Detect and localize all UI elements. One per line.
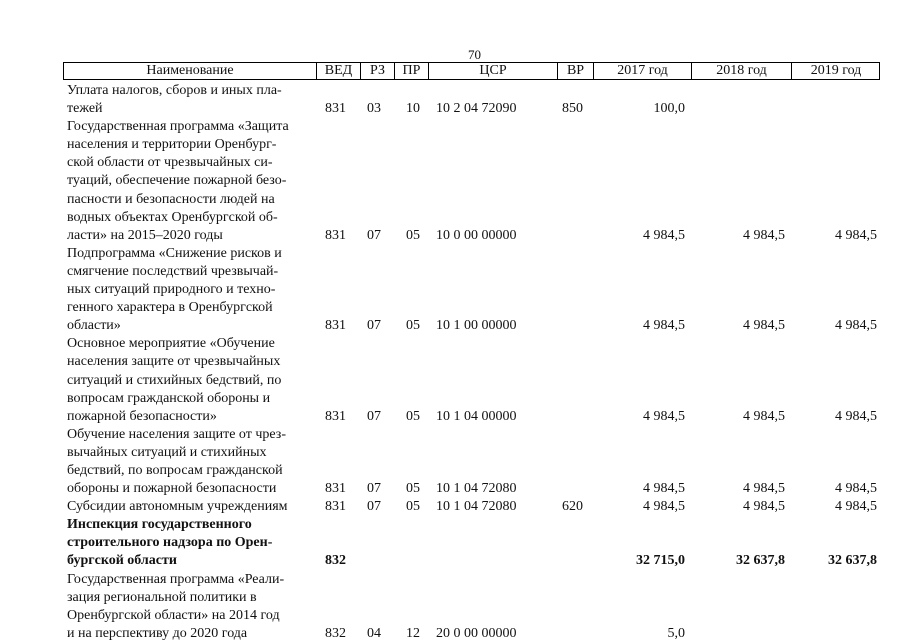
row-name-line: ситуаций и стихийных бедствий, по xyxy=(67,372,282,388)
row-name-line: и на перспективу до 2020 года xyxy=(67,625,248,641)
row-ved: 831 xyxy=(325,408,346,424)
row-2017: 4 984,5 xyxy=(643,481,685,497)
row-2017: 4 984,5 xyxy=(643,408,685,424)
table-row xyxy=(67,426,887,498)
row-name xyxy=(67,516,315,570)
row-name xyxy=(67,335,315,425)
header-2019: 2019 год xyxy=(791,63,880,79)
row-ved: 831 xyxy=(325,481,346,497)
header-rz: РЗ xyxy=(360,63,394,79)
row-name xyxy=(67,571,315,643)
row-name-line: ных ситуаций природного и техно- xyxy=(67,282,276,298)
row-csr: 20 0 00 00000 xyxy=(436,625,517,641)
row-2019: 4 984,5 xyxy=(835,227,877,243)
row-name xyxy=(67,426,315,498)
row-name-line: населения и территории Оренбург- xyxy=(67,137,277,153)
row-name-line: Субсидии автономным учреждениям xyxy=(67,499,288,515)
row-name-line: пожарной безопасности» xyxy=(67,408,217,424)
row-ved: 831 xyxy=(325,318,346,334)
row-csr: 10 1 04 72080 xyxy=(436,481,517,497)
row-ved: 832 xyxy=(325,553,346,569)
header-pr: ПР xyxy=(394,63,428,79)
table-row xyxy=(67,498,887,516)
row-name-line: обороны и пожарной безопасности xyxy=(67,481,277,497)
row-name-line: Государственная программа «Защита xyxy=(67,119,289,135)
row-name-line: бургской области xyxy=(67,553,177,569)
row-2018: 4 984,5 xyxy=(743,318,785,334)
row-2019: 4 984,5 xyxy=(835,318,877,334)
row-rz: 07 xyxy=(367,408,381,424)
row-name xyxy=(67,498,315,516)
row-pr: 05 xyxy=(406,318,420,334)
row-name-line: зация региональной политики в xyxy=(67,589,257,605)
table-body xyxy=(67,82,887,643)
row-name-line: туаций, обеспечение пожарной безо- xyxy=(67,173,287,189)
row-rz: 07 xyxy=(367,481,381,497)
row-pr: 05 xyxy=(406,408,420,424)
row-name-line: ласти» на 2015–2020 годы xyxy=(67,227,223,243)
header-name: Наименование xyxy=(146,63,234,78)
row-2018: 4 984,5 xyxy=(743,499,785,515)
row-2018: 4 984,5 xyxy=(743,227,785,243)
row-name xyxy=(67,118,315,245)
row-name-line: строительного надзора по Орен- xyxy=(67,535,273,551)
header-2017: 2017 год xyxy=(593,63,691,79)
table-row xyxy=(67,571,887,643)
table-row xyxy=(67,245,887,335)
header-2018: 2018 год xyxy=(691,63,791,79)
row-name-line: пасности и безопасности людей на xyxy=(67,191,275,207)
row-pr: 12 xyxy=(406,625,420,641)
row-rz: 03 xyxy=(367,101,381,117)
row-name-line: тежей xyxy=(67,101,103,117)
row-ved: 831 xyxy=(325,227,346,243)
row-name-line: водных объектах Оренбургской об- xyxy=(67,209,278,225)
row-2017: 4 984,5 xyxy=(643,499,685,515)
row-2019: 4 984,5 xyxy=(835,408,877,424)
row-2017: 4 984,5 xyxy=(643,227,685,243)
row-2018: 4 984,5 xyxy=(743,481,785,497)
row-name-line: Обучение населения защите от чрез- xyxy=(67,426,286,442)
row-name-line: Основное мероприятие «Обучение xyxy=(67,336,275,352)
row-name-line: смягчение последствий чрезвычай- xyxy=(67,263,279,279)
row-csr: 10 1 04 00000 xyxy=(436,408,517,424)
row-2017: 32 715,0 xyxy=(636,553,685,569)
row-2017: 5,0 xyxy=(667,625,685,641)
table-row xyxy=(67,516,887,570)
row-vr: 850 xyxy=(562,101,583,117)
row-name-line: Оренбургской области» на 2014 год xyxy=(67,607,280,623)
row-ved: 831 xyxy=(325,101,346,117)
row-csr: 10 1 00 00000 xyxy=(436,318,517,334)
row-name-line: Государственная программа «Реали- xyxy=(67,571,285,587)
row-name-line: Инспекция государственного xyxy=(67,517,252,533)
row-csr: 10 0 00 00000 xyxy=(436,227,517,243)
header-csr: ЦСР xyxy=(428,63,557,79)
table-header xyxy=(63,62,880,80)
row-rz: 07 xyxy=(367,227,381,243)
row-name-line: бедствий, по вопросам гражданской xyxy=(67,462,283,478)
row-name-line: вопросам гражданской обороны и xyxy=(67,390,271,406)
row-2018: 32 637,8 xyxy=(736,553,785,569)
row-rz: 07 xyxy=(367,499,381,515)
row-name xyxy=(67,245,315,335)
row-ved: 831 xyxy=(325,499,346,515)
table-row xyxy=(67,118,887,245)
row-2019: 4 984,5 xyxy=(835,499,877,515)
row-name-line: Подпрограмма «Снижение рисков и xyxy=(67,245,282,261)
row-ved: 832 xyxy=(325,625,346,641)
row-name-line: области» xyxy=(67,318,121,334)
row-2019: 4 984,5 xyxy=(835,481,877,497)
header-vr: ВР xyxy=(557,63,593,79)
row-name-line: вычайных ситуаций и стихийных xyxy=(67,444,267,460)
row-name-line: ской области от чрезвычайных си- xyxy=(67,155,273,171)
row-rz: 04 xyxy=(367,625,381,641)
page-number: 70 xyxy=(468,47,481,62)
row-pr: 05 xyxy=(406,481,420,497)
row-name-line: Уплата налогов, сборов и иных пла- xyxy=(67,83,282,98)
row-2017: 4 984,5 xyxy=(643,318,685,334)
row-csr: 10 1 04 72080 xyxy=(436,499,517,515)
table-row xyxy=(67,335,887,425)
row-2018: 4 984,5 xyxy=(743,408,785,424)
row-vr: 620 xyxy=(562,499,583,515)
row-pr: 05 xyxy=(406,227,420,243)
row-name-line: генного характера в Оренбургской xyxy=(67,300,273,316)
row-csr: 10 2 04 72090 xyxy=(436,101,517,117)
table-row xyxy=(67,82,887,118)
header-ved: ВЕД xyxy=(316,63,360,79)
row-pr: 05 xyxy=(406,499,420,515)
row-2017: 100,0 xyxy=(653,101,685,117)
row-2019: 32 637,8 xyxy=(828,553,877,569)
row-pr: 10 xyxy=(406,101,420,117)
row-name xyxy=(67,82,315,118)
row-name-line: населения защите от чрезвычайных xyxy=(67,354,281,370)
row-rz: 07 xyxy=(367,318,381,334)
